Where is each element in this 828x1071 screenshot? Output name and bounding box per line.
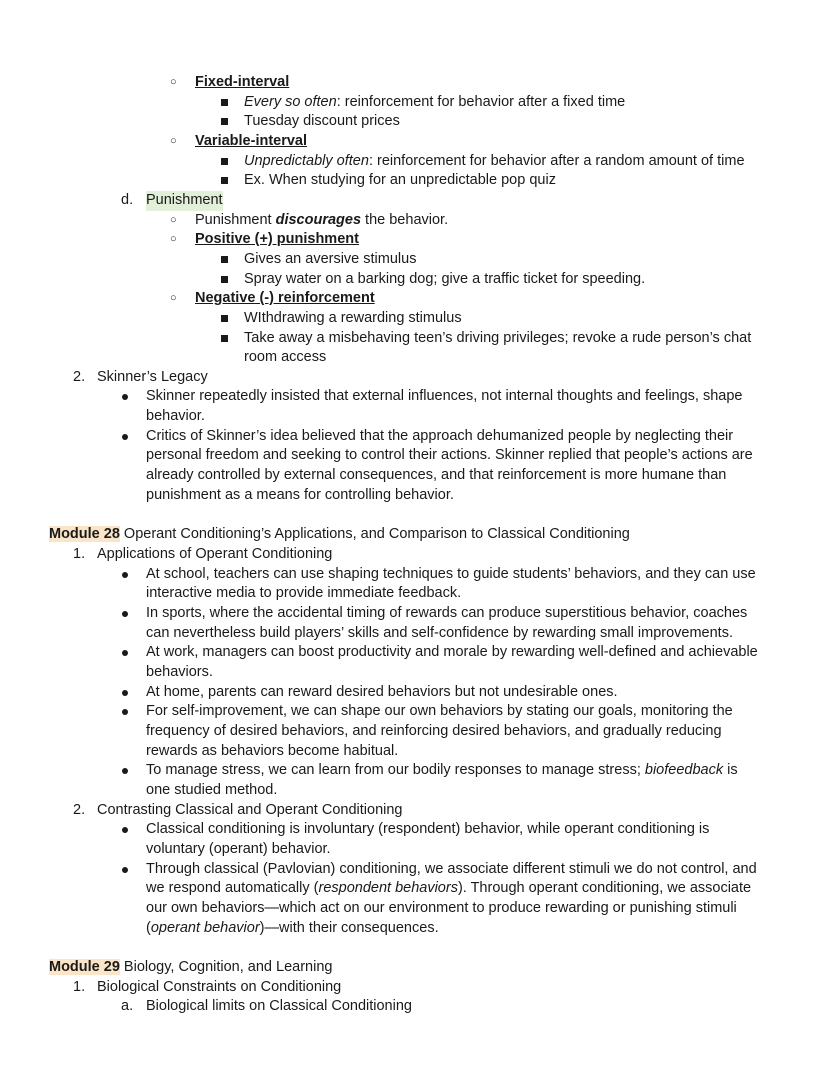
legacy-bullet-1-line-2: behavior. — [146, 408, 205, 424]
variable-interval-bullet-2: Ex. When studying for an unpredictable pop quiz — [244, 172, 556, 188]
filled-dot-bullet-icon — [122, 604, 128, 624]
negative-reinforcement-bullet-1: WIthdrawing a rewarding stimulus — [244, 310, 462, 326]
filled-dot-bullet-icon — [122, 761, 128, 781]
square-bullet-icon — [221, 112, 228, 132]
fixed-interval-heading: Fixed-interval — [195, 74, 290, 90]
list-marker: 1. — [73, 979, 86, 995]
filled-dot-bullet-icon — [122, 702, 128, 722]
variable-interval-bullet-1: Unpredictably often: reinforcement for behavior after a random amount of time — [244, 153, 745, 169]
fixed-interval-bullet-1: Every so often: reinforcement for behavior after a fixed time — [244, 94, 626, 110]
list-marker: d. — [121, 192, 134, 208]
variable-interval-heading: Variable-interval — [195, 133, 308, 149]
hollow-circle-bullet-icon: ○ — [170, 76, 177, 88]
negative-reinforcement-bullet-2-line-1: Take away a misbehaving teen’s driving privileges; revoke a rude person’s chat — [244, 330, 752, 346]
square-bullet-icon — [221, 309, 228, 329]
applications-bullet-2-line-2: can nevertheless build players’ skills and self-confidence by rewarding small improvements. — [146, 625, 733, 641]
applications-bullet-4: At home, parents can reward desired behaviors but not undesirable ones. — [146, 684, 618, 700]
legacy-bullet-2-line-3: already controlled by external consequences, and that reinforcement is more humane than — [146, 467, 727, 483]
biological-constraints-heading: Biological Constraints on Conditioning — [97, 979, 342, 995]
list-marker: a. — [121, 998, 134, 1014]
contrasting-bullet-1-line-1: Classical conditioning is involuntary (respondent) behavior, while operant conditioning is — [146, 821, 710, 837]
punishment-heading: Punishment — [146, 191, 223, 211]
module-29-heading: Module 29 Biology, Cognition, and Learning — [49, 959, 333, 975]
positive-punishment-heading: Positive (+) punishment — [195, 231, 359, 247]
applications-bullet-5-line-2: frequency of desired behaviors, and reinforcing desired behaviors, and gradually reducing — [146, 723, 722, 739]
contrasting-bullet-2-line-3: our own behaviors—which act on our environment to produce rewarding or punishing stimuli — [146, 900, 737, 916]
contrasting-bullet-1-line-2: voluntary (operant) behavior. — [146, 841, 331, 857]
fixed-interval-bullet-2: Tuesday discount prices — [244, 113, 400, 129]
filled-dot-bullet-icon — [122, 387, 128, 407]
contrasting-heading: Contrasting Classical and Operant Conditioning — [97, 802, 403, 818]
square-bullet-icon — [221, 270, 228, 290]
square-bullet-icon — [221, 329, 228, 349]
hollow-circle-bullet-icon: ○ — [170, 135, 177, 147]
legacy-bullet-1-line-1: Skinner repeatedly insisted that external influences, not internal thoughts and feelings, shape — [146, 388, 743, 404]
contrasting-bullet-2-line-4: (operant behavior)—with their consequences. — [146, 920, 439, 936]
punishment-intro: Punishment discourages the behavior. — [195, 212, 449, 228]
skinners-legacy-heading: Skinner’s Legacy — [97, 369, 208, 385]
legacy-bullet-2-line-4: punishment as a means for controlling behavior. — [146, 487, 454, 503]
hollow-circle-bullet-icon: ○ — [170, 292, 177, 304]
filled-dot-bullet-icon — [122, 683, 128, 703]
positive-punishment-bullet-2: Spray water on a barking dog; give a traffic ticket for speeding. — [244, 271, 646, 287]
square-bullet-icon — [221, 250, 228, 270]
square-bullet-icon — [221, 152, 228, 172]
square-bullet-icon — [221, 93, 228, 113]
contrasting-bullet-2-line-2: we respond automatically (respondent behaviors). Through operant conditioning, we associate — [146, 880, 752, 896]
hollow-circle-bullet-icon: ○ — [170, 233, 177, 245]
applications-bullet-5-line-1: For self-improvement, we can shape our own behaviors by stating our goals, monitoring the — [146, 703, 733, 719]
applications-bullet-1-line-1: At school, teachers can use shaping techniques to guide students’ behaviors, and they can use — [146, 566, 756, 582]
positive-punishment-bullet-1: Gives an aversive stimulus — [244, 251, 417, 267]
filled-dot-bullet-icon — [122, 565, 128, 585]
legacy-bullet-2-line-1: Critics of Skinner’s idea believed that the approach dehumanized people by neglecting their — [146, 428, 734, 444]
square-bullet-icon — [221, 171, 228, 191]
applications-bullet-2-line-1: In sports, where the accidental timing of rewards can produce superstitious behavior, coaches — [146, 605, 748, 621]
applications-bullet-6-line-2: one studied method. — [146, 782, 278, 798]
filled-dot-bullet-icon — [122, 427, 128, 447]
legacy-bullet-2-line-2: personal freedom and seeking to control their actions. Skinner replied that people’s actions are — [146, 447, 753, 463]
applications-heading: Applications of Operant Conditioning — [97, 546, 333, 562]
filled-dot-bullet-icon — [122, 643, 128, 663]
applications-bullet-3-line-2: behaviors. — [146, 664, 213, 680]
negative-reinforcement-bullet-2-line-2: room access — [244, 349, 327, 365]
applications-bullet-1-line-2: interactive media to provide immediate feedback. — [146, 585, 462, 601]
biological-limits-heading: Biological limits on Classical Conditioning — [146, 998, 412, 1014]
filled-dot-bullet-icon — [122, 860, 128, 880]
filled-dot-bullet-icon — [122, 820, 128, 840]
module-28-heading: Module 28 Operant Conditioning’s Applications, and Comparison to Classical Conditioning — [49, 526, 630, 542]
negative-reinforcement-heading: Negative (-) reinforcement — [195, 290, 375, 306]
list-marker: 1. — [73, 546, 86, 562]
contrasting-bullet-2-line-1: Through classical (Pavlovian) conditioning, we associate different stimuli we do not control, and — [146, 861, 757, 877]
list-marker: 2. — [73, 802, 86, 818]
hollow-circle-bullet-icon: ○ — [170, 214, 177, 226]
applications-bullet-5-line-3: rewards as behaviors become habitual. — [146, 743, 399, 759]
applications-bullet-3-line-1: At work, managers can boost productivity and morale by rewarding well-defined and achievable — [146, 644, 758, 660]
applications-bullet-6-line-1: To manage stress, we can learn from our bodily responses to manage stress; biofeedback is — [146, 762, 738, 778]
list-marker: 2. — [73, 369, 86, 385]
